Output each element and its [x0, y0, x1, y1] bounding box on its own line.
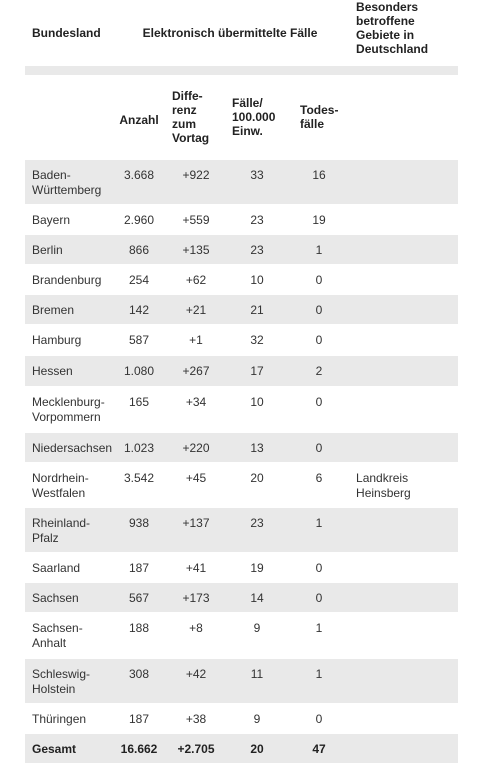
cell-bundesland: Hamburg [25, 324, 111, 355]
cell-anzahl: 3.668 [111, 159, 167, 204]
cell-faelle-pro-100000: 23 [225, 234, 289, 264]
cell-differenz: +267 [167, 355, 225, 386]
cell-bundesland: Bayern [25, 204, 111, 234]
table-row [25, 294, 458, 324]
cell-todesfaelle: 0 [289, 324, 349, 355]
cell-differenz: +135 [167, 234, 225, 264]
cell-betroffenes-gebiet [349, 612, 458, 658]
header-besonders-betroffene-gebiete: Besonders betroffene Gebiete in Deutschland [356, 0, 429, 56]
cell-differenz: +62 [167, 264, 225, 294]
cell-todesfaelle: 0 [289, 386, 349, 432]
cell-betroffenes-gebiet [349, 159, 458, 204]
cell-bundesland: Brandenburg [25, 264, 111, 294]
cell-faelle-pro-100000: 19 [225, 552, 289, 582]
cell-anzahl: 3.542 [111, 462, 167, 507]
cell-bundesland: Bremen [25, 294, 111, 324]
cell-anzahl: 142 [111, 294, 167, 324]
cell-bundesland: Nordrhein- Westfalen [25, 462, 111, 507]
cell-betroffenes-gebiet [349, 507, 458, 552]
header-differenz: Diffe- renz zum Vortag [172, 88, 210, 145]
cell-bundesland: Hessen [25, 355, 111, 386]
cell-differenz: +45 [167, 462, 225, 507]
cell-anzahl: 2.960 [111, 204, 167, 234]
table-row [25, 234, 458, 264]
cell-betroffenes-gebiet [349, 552, 458, 582]
cell-betroffenes-gebiet [349, 386, 458, 432]
cell-anzahl: 165 [111, 386, 167, 432]
cell-todesfaelle: 47 [289, 733, 349, 763]
header-row-main [25, 0, 458, 66]
cell-faelle-pro-100000: 23 [225, 204, 289, 234]
table-row [25, 612, 458, 658]
cell-faelle-pro-100000: 20 [225, 462, 289, 507]
table-row [25, 462, 458, 507]
header-row-sub [25, 75, 458, 159]
cell-betroffenes-gebiet [349, 733, 458, 763]
cases-table [25, 0, 458, 763]
table-row [25, 432, 458, 462]
cell-differenz: +173 [167, 582, 225, 612]
cell-bundesland: Mecklenburg- Vorpommern [25, 386, 111, 432]
cell-todesfaelle: 1 [289, 507, 349, 552]
cell-bundesland: Niedersachsen [25, 432, 111, 462]
cell-todesfaelle: 19 [289, 204, 349, 234]
cell-bundesland: Schleswig- Holstein [25, 658, 111, 703]
cell-differenz: +137 [167, 507, 225, 552]
cell-todesfaelle: 0 [289, 552, 349, 582]
cell-faelle-pro-100000: 13 [225, 432, 289, 462]
cell-todesfaelle: 1 [289, 612, 349, 658]
header-anzahl: Anzahl [119, 112, 159, 127]
table-row [25, 355, 458, 386]
cell-differenz: +220 [167, 432, 225, 462]
cell-bundesland: Gesamt [25, 733, 111, 763]
cell-faelle-pro-100000: 32 [225, 324, 289, 355]
header-bundesland: Bundesland [32, 25, 101, 40]
cell-anzahl: 254 [111, 264, 167, 294]
cell-faelle-pro-100000: 10 [225, 386, 289, 432]
cell-bundesland: Saarland [25, 552, 111, 582]
cell-todesfaelle: 16 [289, 159, 349, 204]
cell-faelle-pro-100000: 33 [225, 159, 289, 204]
cell-anzahl: 187 [111, 552, 167, 582]
cell-todesfaelle: 0 [289, 582, 349, 612]
cell-differenz: +559 [167, 204, 225, 234]
header-todesfaelle: Todes- fälle [300, 102, 339, 131]
cell-differenz: +38 [167, 703, 225, 733]
cell-differenz: +922 [167, 159, 225, 204]
cell-anzahl: 866 [111, 234, 167, 264]
cell-bundesland: Thüringen [25, 703, 111, 733]
cell-bundesland: Sachsen- Anhalt [25, 612, 111, 658]
cell-differenz: +42 [167, 658, 225, 703]
table-row [25, 159, 458, 204]
cell-bundesland: Sachsen [25, 582, 111, 612]
table-row [25, 204, 458, 234]
cell-betroffenes-gebiet: Landkreis Heinsberg [349, 462, 458, 507]
table-row [25, 703, 458, 733]
cell-betroffenes-gebiet [349, 264, 458, 294]
cell-faelle-pro-100000: 11 [225, 658, 289, 703]
cell-betroffenes-gebiet [349, 432, 458, 462]
table-row [25, 324, 458, 355]
cell-betroffenes-gebiet [349, 658, 458, 703]
cell-differenz: +1 [167, 324, 225, 355]
cell-todesfaelle: 0 [289, 264, 349, 294]
cell-anzahl: 938 [111, 507, 167, 552]
cell-anzahl: 1.023 [111, 432, 167, 462]
table-row [25, 264, 458, 294]
cell-anzahl: 567 [111, 582, 167, 612]
cell-faelle-pro-100000: 10 [225, 264, 289, 294]
header-group-elektronisch: Elektronisch übermittelte Fälle [142, 25, 318, 40]
cell-betroffenes-gebiet [349, 703, 458, 733]
cell-anzahl: 187 [111, 703, 167, 733]
cell-faelle-pro-100000: 17 [225, 355, 289, 386]
cell-faelle-pro-100000: 20 [225, 733, 289, 763]
cell-todesfaelle: 6 [289, 462, 349, 507]
cell-betroffenes-gebiet [349, 582, 458, 612]
table-row [25, 386, 458, 432]
cell-bundesland: Baden- Württemberg [25, 159, 111, 204]
cell-todesfaelle: 1 [289, 658, 349, 703]
cell-todesfaelle: 0 [289, 703, 349, 733]
cell-differenz: +34 [167, 386, 225, 432]
cell-differenz: +21 [167, 294, 225, 324]
cell-bundesland: Rheinland- Pfalz [25, 507, 111, 552]
cell-anzahl: 16.662 [111, 733, 167, 763]
cell-todesfaelle: 0 [289, 432, 349, 462]
cell-bundesland: Berlin [25, 234, 111, 264]
cell-differenz: +8 [167, 612, 225, 658]
cell-anzahl: 587 [111, 324, 167, 355]
header-faelle-pro-100000: Fälle/ 100.000 Einw. [232, 95, 276, 138]
cell-faelle-pro-100000: 9 [225, 703, 289, 733]
cell-anzahl: 308 [111, 658, 167, 703]
cell-betroffenes-gebiet [349, 324, 458, 355]
table-row [25, 552, 458, 582]
cell-faelle-pro-100000: 14 [225, 582, 289, 612]
cell-faelle-pro-100000: 21 [225, 294, 289, 324]
cell-todesfaelle: 0 [289, 294, 349, 324]
cell-faelle-pro-100000: 23 [225, 507, 289, 552]
cell-differenz: +41 [167, 552, 225, 582]
total-row [25, 733, 458, 763]
cell-todesfaelle: 1 [289, 234, 349, 264]
cell-anzahl: 1.080 [111, 355, 167, 386]
table-row [25, 507, 458, 552]
cell-differenz: +2.705 [167, 733, 225, 763]
header-divider [25, 66, 458, 75]
cell-betroffenes-gebiet [349, 294, 458, 324]
cell-faelle-pro-100000: 9 [225, 612, 289, 658]
cell-betroffenes-gebiet [349, 355, 458, 386]
table-row [25, 658, 458, 703]
cell-betroffenes-gebiet [349, 234, 458, 264]
cell-todesfaelle: 2 [289, 355, 349, 386]
cell-betroffenes-gebiet [349, 204, 458, 234]
cell-anzahl: 188 [111, 612, 167, 658]
table-row [25, 582, 458, 612]
